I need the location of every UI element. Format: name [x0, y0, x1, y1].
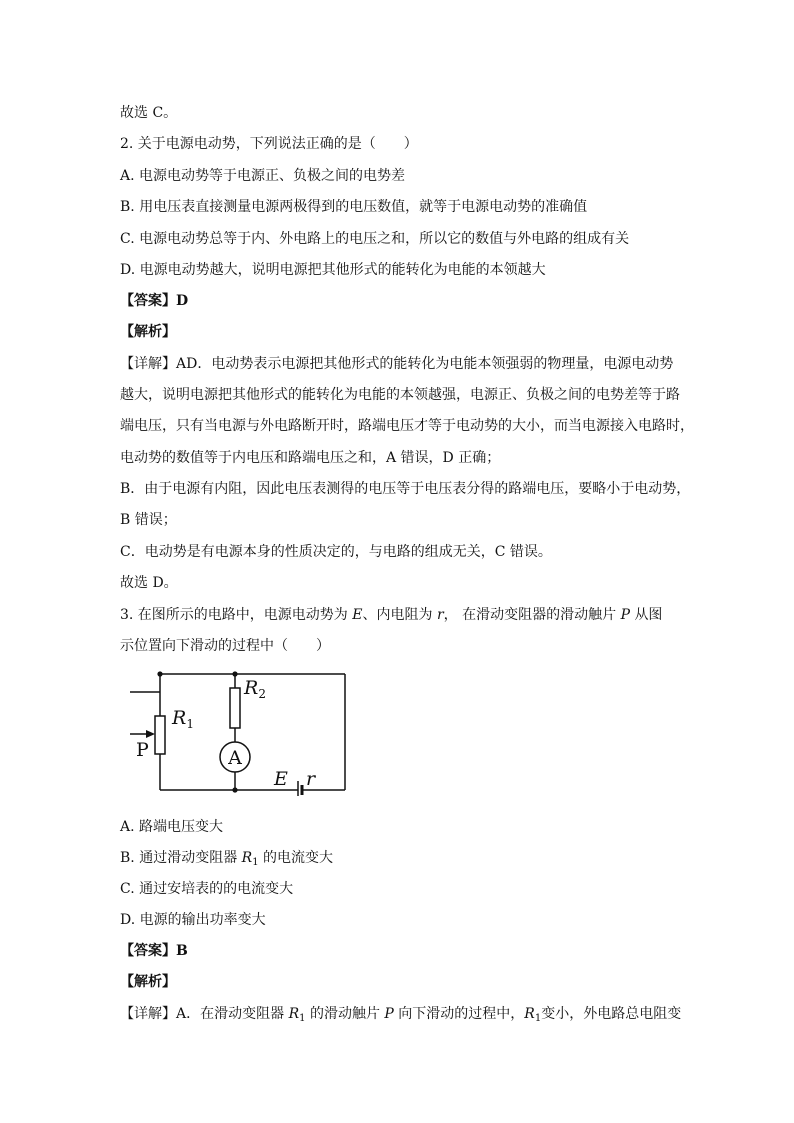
question-2-option-d: D. 电源电动势越大，说明电源把其他形式的能转化为电能的本领越大: [120, 262, 546, 278]
question-2-detail-line-5: B．由于电源有内阻，因此电压表测得的电压等于电压表分得的路端电压，要略小于电动势，: [120, 481, 691, 497]
junction-top-left: [157, 671, 162, 676]
slider-label: P: [136, 739, 149, 761]
question-3-option-d: D. 电源的输出功率变大: [120, 912, 266, 928]
question-3-analysis-heading: 【解析】: [120, 974, 176, 990]
question-3-stem-line-2: 示位置向下滑动的过程中（ ）: [120, 638, 330, 654]
question-3-option-a: A. 路端电压变大: [120, 819, 224, 835]
junction-bottom-middle: [232, 787, 237, 792]
resistor-r1: [155, 716, 165, 754]
question-2-detail-line-1: 【详解】AD．电动势表示电源把其他形式的能转化为电能本领强弱的物理量，电源电动势: [120, 356, 674, 372]
question-2-option-a: A. 电源电动势等于电源正、负极之间的电势差: [120, 168, 406, 184]
question-3-stem-line-1: 3. 在图所示的电路中，电源电动势为 E、内电阻为 r， 在滑动变阻器的滑动触片 P 从图: [120, 607, 663, 623]
ammeter-label: A: [228, 747, 242, 769]
internal-resistance-label: r: [306, 768, 316, 790]
question-2-answer: 【答案】D: [120, 293, 189, 309]
emf-label: E: [274, 768, 288, 790]
slider-arrow: [146, 730, 155, 738]
question-2-option-b: B. 用电压表直接测量电源两极得到的电压数值，就等于电源电动势的准确值: [120, 199, 588, 215]
question-2-detail-line-8: 故选 D。: [120, 575, 178, 591]
question-2-stem: 2. 关于电源电动势，下列说法正确的是（ ）: [120, 136, 418, 152]
question-3-answer: 【答案】B: [120, 943, 188, 959]
question-2-detail-line-7: C．电动势是有电源本身的性质决定的，与电路的组成无关，C 错误。: [120, 544, 552, 560]
question-2-detail-line-6: B 错误；: [120, 512, 177, 528]
line-conclusion-c: 故选 C。: [120, 105, 178, 121]
question-2-option-c: C. 电源电动势总等于内、外电路上的电压之和，所以它的数值与外电路的组成有关: [120, 231, 630, 247]
circuit-diagram: [130, 668, 355, 796]
question-3-option-b: B. 通过滑动变阻器 $R_1$ 的电流变大: [120, 850, 334, 868]
junction-top-middle: [232, 671, 237, 676]
r1-label: $R_1$: [172, 707, 194, 731]
question-3-detail-line-1: 【详解】A．在滑动变阻器 $R_1$ 的滑动触片 P 向下滑动的过程中，$R_1$变小，外电路总电阻变: [120, 1006, 682, 1024]
question-2-detail-line-3: 端电压，只有当电源与外电路断开时，路端电压才等于电动势的大小，而当电源接入电路时，: [120, 418, 694, 434]
r2-label: $R_2$: [244, 677, 266, 701]
resistor-r2: [230, 688, 240, 728]
question-2-detail-line-2: 越大，说明电源把其他形式的能转化为电能的本领越强，电源正、负极之间的电势差等于路: [120, 387, 680, 403]
question-3-option-c: C. 通过安培表的的电流变大: [120, 881, 294, 897]
question-2-detail-line-4: 电动势的数值等于内电压和路端电压之和，A 错误，D 正确；: [120, 450, 501, 466]
question-2-analysis-heading: 【解析】: [120, 324, 176, 340]
